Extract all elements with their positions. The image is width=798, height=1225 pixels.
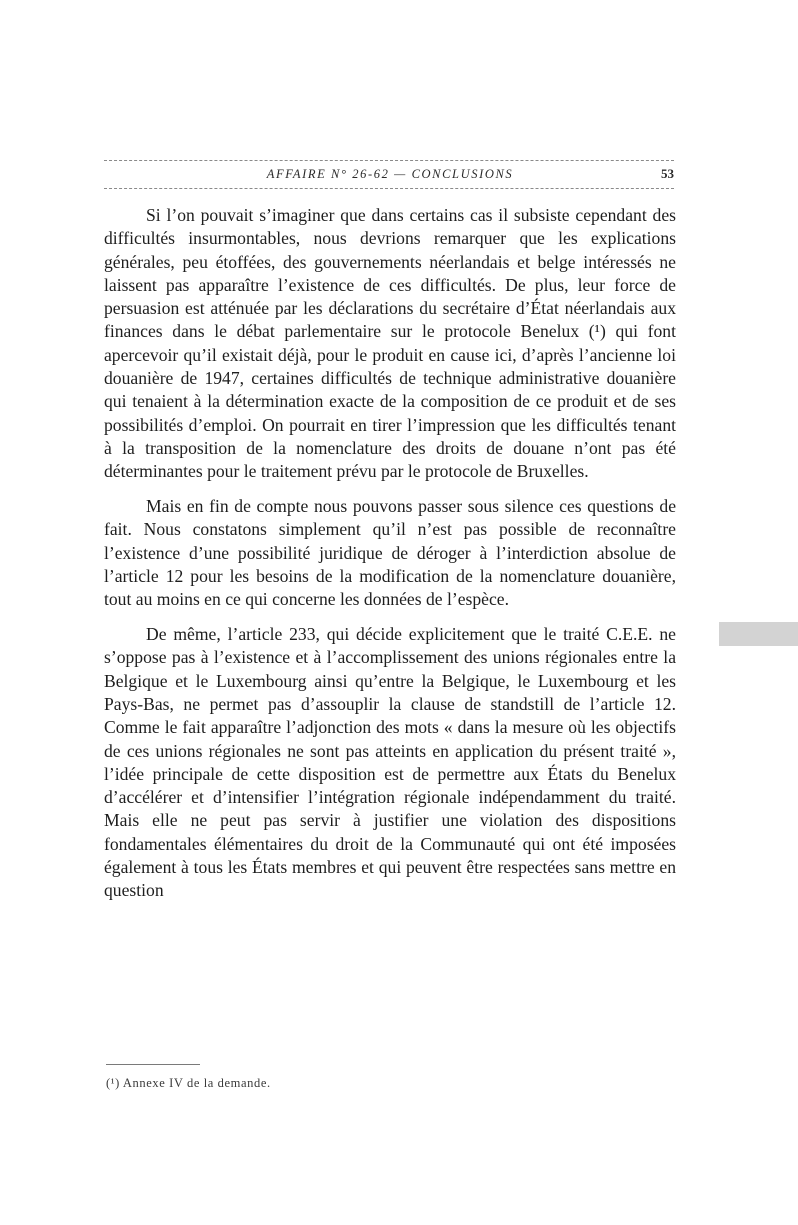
running-header-title: AFFAIRE N° 26-62 — CONCLUSIONS	[266, 167, 514, 181]
running-header	[104, 165, 676, 185]
page-number: 53	[661, 166, 674, 181]
header-rule-top	[104, 160, 674, 161]
side-tab-marker	[719, 622, 798, 646]
footnote-text: Annexe IV de la demande.	[122, 1076, 271, 1090]
footnote-marker: (¹)	[106, 1076, 120, 1090]
header-rule-bottom	[104, 188, 674, 189]
paragraph-1: Si l’on pouvait s’imaginer que dans certains cas il subsiste cependant des difficultés insurmontables, nous devrions remarquer que les explications générales, peu étoffées, des gouvernements néerlandais et belge intéressés ne laissent pas apparaître l’existence de ces difficultés. De plus, leur force de persuasion est atténuée par les déclarations du secrétaire d’État néerlandais aux finances dans le débat parlementaire sur le protocole Benelux (¹) qui font apercevoir qu’il existait déjà, pour le produit en cause ici, d’après l’ancienne loi douanière de 1947, certaines difficultés de technique administrative douanière qui tenaient à la détermination exacte de la composition de ce produit et de ses possibilités d’emploi. On pourrait en tirer l’impression que les difficultés tenant à la transposition de la nomenclature des droits de douane n’ont pas été déterminantes pour le traitement prévu par le protocole de Bruxelles.	[104, 205, 676, 482]
body-text	[104, 204, 676, 903]
footnote-separator	[106, 1064, 200, 1065]
footnote	[106, 1076, 271, 1091]
paragraph-2: Mais en fin de compte nous pouvons passer sous silence ces questions de fait. Nous constatons simplement qu’il n’est pas possible de reconnaître l’existence d’une possibilité juridique de déroger à l’interdiction absolue de l’article 12 pour les besoins de la modification de la nomenclature douanière, tout au moins en ce qui concerne les données de l’espèce.	[104, 496, 676, 610]
paragraph-3: De même, l’article 233, qui décide explicitement que le traité C.E.E. ne s’oppose pas à l’existence et à l’accomplissement des unions régionales entre la Belgique et le Luxembourg ainsi qu’entre la Belgique, le Luxembourg et les Pays-Bas, ne permet pas d’assouplir la clause de standstill de l’article 12. Comme le fait apparaître l’adjonction des mots « dans la mesure où les objectifs de ces unions régionales ne sont pas atteints en application du présent traité », l’idée principale de cette disposition est de permettre aux États du Benelux d’accélérer et d’intensifier l’intégration régionale indépendamment du traité. Mais elle ne peut pas servir à justifier une violation des dispositions fondamentales élémentaires du droit de la Communauté qui ont été imposées également à tous les États membres et qui peuvent être respectées sans mettre en question	[104, 624, 676, 901]
